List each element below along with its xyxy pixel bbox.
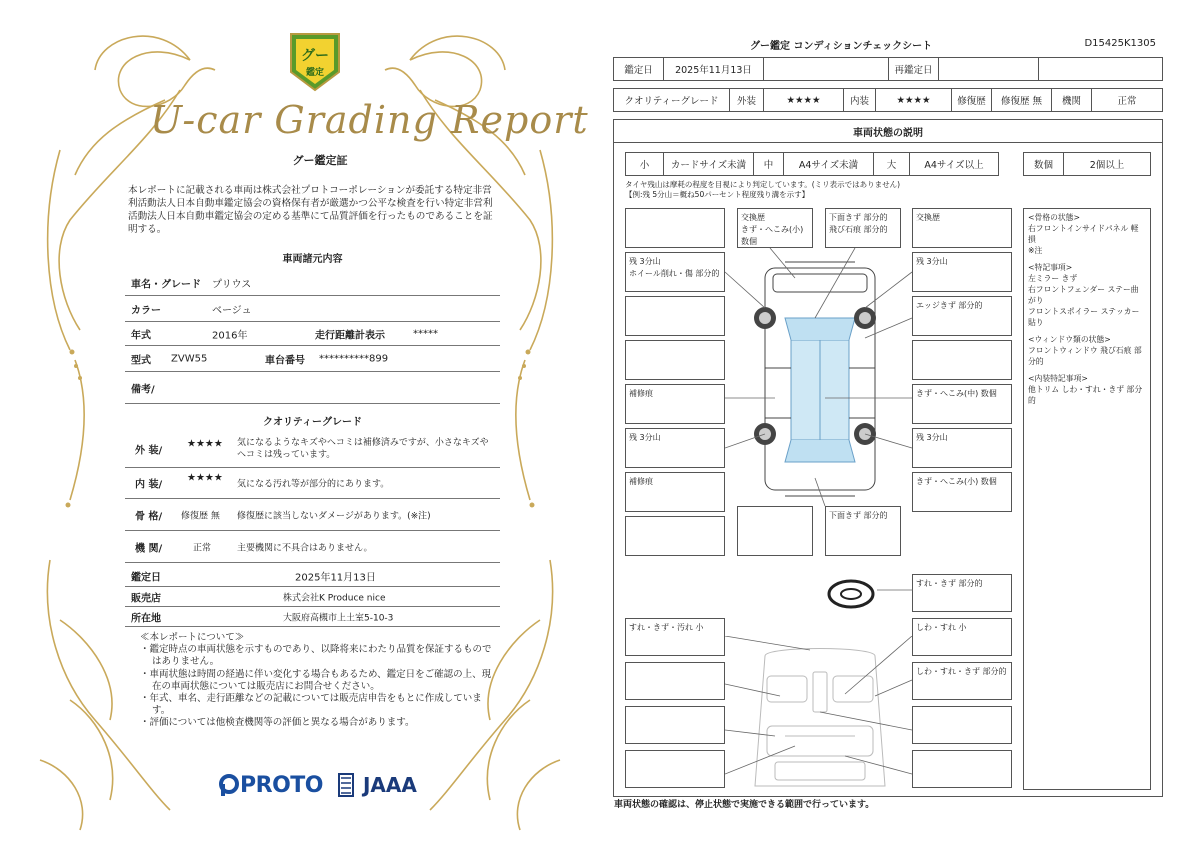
condition-box-empty	[625, 706, 725, 744]
condition-box-empty	[625, 516, 725, 556]
note-line: フロントウィンドウ 飛び石痕 部分的	[1028, 346, 1142, 366]
dealer-value: 株式会社K Produce nice	[283, 593, 386, 603]
model-label: 型式	[131, 355, 151, 366]
address-label: 所在地	[131, 613, 161, 624]
condition-box-right-rear-tire: 残 3分山	[912, 428, 1012, 468]
engine-value: 正常	[193, 543, 212, 553]
condition-box-empty	[625, 750, 725, 788]
car-interior-diagram	[725, 636, 915, 794]
redate-value	[939, 58, 1039, 80]
certificate-title: グー鑑定証	[292, 154, 348, 167]
exterior-label: 外装	[730, 89, 764, 111]
dealer-label: 販売店	[131, 593, 161, 604]
report-notes	[140, 632, 500, 730]
spec-row-color	[125, 296, 500, 322]
condition-box-right-edge: エッジきず 部分的	[912, 296, 1012, 336]
exterior-stars: ★★★★	[764, 89, 844, 111]
interior-label: 内装	[844, 89, 876, 111]
grade-row-engine	[125, 531, 500, 563]
note-line: <ウィンドウ類の状態>	[1028, 335, 1111, 344]
date-label: 鑑定日	[614, 58, 664, 80]
steering-leader-line	[877, 588, 913, 592]
condition-box-top-1	[737, 208, 813, 248]
exterior-stars: ★★★★	[187, 438, 223, 450]
condition-box-left-rear-tire: 残 3分山	[625, 428, 725, 468]
note-line: <骨格の状態>	[1028, 213, 1081, 222]
row-date	[125, 566, 500, 587]
size-mid: 中	[754, 153, 784, 175]
repair-value: 修復歴 無	[992, 89, 1052, 111]
engine-desc: 主要機関に不具合はありません。	[237, 543, 373, 553]
size-large-desc: A4サイズ以上	[924, 160, 984, 171]
certificate-intro: 本レポートに記載される車両は株式会社プロトコーポレーションが委託する特定非営利活動法人日本自動車鑑定協会の資格保有者が厳選かつ公平な検査を行い特定非営利活動法人日本自動車鑑定協会の定める基準にて品質評価を行ったものであることを証明する。	[128, 185, 493, 235]
grade-table	[613, 88, 1163, 112]
note-line: 左ミラー きず	[1028, 274, 1078, 283]
interior-stars: ★★★★	[876, 89, 952, 111]
goo-kantei-logo	[286, 30, 344, 92]
date-table	[613, 57, 1163, 81]
size-legend	[625, 152, 999, 176]
sheet-id: D15425K1305	[1084, 38, 1156, 49]
chassis-value: **********899	[319, 353, 389, 364]
row-dealer	[125, 587, 500, 607]
tire-note-1: タイヤ残山は摩耗の程度を目視により判定しています。(ミリ表示ではありません)	[625, 180, 901, 189]
condition-box-empty	[912, 750, 1012, 788]
box-line: きず・へこみ(小) 数個	[741, 225, 804, 246]
quality-title: クオリティーグレード	[263, 417, 362, 428]
interior-desc: 気になる汚れ等が部分的にあります。	[237, 479, 390, 490]
condition-box-interior-right-1: しわ・すれ 小	[912, 618, 1012, 656]
car-name-value: プリウス	[212, 279, 252, 290]
condition-box-interior-right-2: しわ・すれ・きず 部分的	[912, 662, 1012, 700]
frame-desc: 修復歴に該当しないダメージがあります。(※注)	[237, 511, 431, 521]
note-line: 右フロントフェンダー ステー曲がり	[1028, 285, 1139, 305]
mileage-label: 走行距離計表示	[315, 330, 385, 341]
proto-logo-text: PROTO	[240, 772, 323, 798]
mileage-value: *****	[413, 328, 438, 339]
count-label: 数個	[1024, 153, 1064, 175]
repair-label: 修復歴	[952, 89, 992, 111]
date-value: 2025年11月13日	[295, 572, 376, 584]
condition-box-empty	[625, 662, 725, 700]
spec-row-car-name	[125, 270, 500, 296]
condition-box-right-1: 交換歴	[912, 208, 1012, 248]
tire-notes	[625, 180, 900, 200]
condition-box-empty	[737, 506, 813, 556]
report-script-title: U-car Grading Report	[150, 98, 589, 142]
redate-label: 再鑑定日	[889, 58, 939, 80]
condition-box-right-dent-mid: きず・へこみ(中) 数個	[912, 384, 1012, 424]
exterior-label: 外 装/	[135, 445, 163, 456]
size-small: 小	[626, 153, 664, 175]
condition-box-left-repair: 補修痕	[625, 384, 725, 424]
engine-label: 機 関/	[135, 543, 163, 554]
note-line: フロントスポイラー ステッカー貼り	[1028, 307, 1140, 327]
frame-label: 骨 格/	[135, 511, 163, 522]
interior-label: 内 装/	[135, 479, 163, 491]
condition-box-top-2: 下面きず 部分的 飛び石痕 部分的	[825, 208, 901, 248]
date-label: 鑑定日	[131, 572, 161, 584]
date-value: 2025年11月13日	[664, 58, 764, 80]
bottom-note: 車両状態の確認は、停止状態で実施できる範囲で行っています。	[614, 800, 875, 810]
spec-row-model	[125, 346, 500, 372]
address-value: 大阪府高槻市上土室5-10-3	[283, 613, 394, 623]
size-small-desc: カードサイズ未満	[664, 153, 754, 175]
note-item: ・評価については他検査機関等の評価と異なる場合があります。	[140, 717, 415, 729]
color-value: ベージュ	[212, 305, 252, 316]
model-value: ZVW55	[171, 353, 208, 364]
note-line: <内装特記事項>	[1028, 374, 1088, 383]
chassis-label: 車台番号	[265, 355, 305, 366]
steering-wheel-icon	[826, 578, 876, 610]
interior-stars: ★★★★	[187, 472, 223, 484]
condition-box-empty	[625, 208, 725, 248]
note-item: ・年式、車名、走行距離などの記載については販売店申告をもとに作成しています。	[140, 693, 482, 717]
note-line: 右フロントインサイドパネル 軽損	[1028, 224, 1139, 244]
car-top-view-diagram	[725, 248, 915, 510]
color-label: カラー	[131, 305, 161, 316]
note-line: <特記事項>	[1028, 263, 1073, 272]
count-legend	[1023, 152, 1151, 176]
condition-box-steering: すれ・きず 部分的	[912, 574, 1012, 612]
count-value: 2個以上	[1089, 160, 1125, 171]
condition-box-empty	[625, 296, 725, 336]
condition-box-left-front-tire: 残 3分山 ホイール削れ・傷 部分的	[625, 252, 725, 292]
condition-box-left-rear-repair: 補修痕	[625, 472, 725, 512]
year-value: 2016年	[212, 330, 248, 341]
spec-row-year	[125, 322, 500, 346]
condition-box-bottom-underside: 下面きず 部分的	[825, 506, 901, 556]
condition-notes	[1023, 208, 1151, 790]
sheet-title: グー鑑定 コンディションチェックシート	[750, 41, 933, 52]
note-line: ※注	[1028, 246, 1043, 255]
footer-logos	[218, 770, 417, 800]
year-label: 年式	[131, 330, 151, 341]
spec-row-remarks	[125, 372, 500, 404]
notes-title: ≪本レポートについて≫	[140, 632, 245, 643]
quality-label: クオリティーグレード	[614, 89, 730, 111]
row-address	[125, 607, 500, 627]
condition-box-right-front-tire: 残 3分山	[912, 252, 1012, 292]
grade-row-interior	[125, 468, 500, 499]
note-item: ・車両状態は時間の経過に伴い変化する場合もあるため、鑑定日をご確認の上、現在の車両状態については販売店にお問合せください。	[140, 668, 492, 692]
svg-text:グー: グー	[301, 48, 329, 64]
condition-box-right-dent-small: きず・へこみ(小) 数個	[912, 472, 1012, 512]
grade-row-frame	[125, 499, 500, 531]
condition-title: 車両状態の説明	[613, 119, 1163, 143]
proto-logo-icon	[218, 773, 240, 797]
size-mid-desc: A4サイズ未満	[784, 153, 874, 175]
frame-value: 修復歴 無	[181, 511, 220, 521]
jaaa-logo-icon	[335, 772, 357, 798]
grade-row-exterior	[125, 430, 500, 468]
note-line: 他トリム しわ・すれ・きず 部分的	[1028, 385, 1143, 405]
specs-title: 車両諸元内容	[282, 254, 343, 265]
car-name-label: 車名・グレード	[131, 279, 201, 290]
svg-text:鑑定: 鑑定	[305, 68, 325, 78]
empty-cell	[764, 58, 889, 80]
condition-box-interior-left-1: すれ・きず・汚れ 小	[625, 618, 725, 656]
size-large: 大	[874, 153, 910, 175]
engine-label: 機関	[1052, 89, 1092, 111]
condition-box-empty	[912, 340, 1012, 380]
condition-box-empty	[625, 340, 725, 380]
jaaa-logo-text: JAAA	[362, 773, 417, 797]
engine-value: 正常	[1117, 96, 1137, 107]
condition-box-empty	[912, 706, 1012, 744]
exterior-desc: 気になるようなキズやヘコミは補修済みですが、小さなキズやヘコミは残っています。	[237, 437, 489, 460]
tire-note-2: 【例:残 5分山＝概ね50パーセント程度残り溝を示す】	[625, 190, 810, 199]
remarks-label: 備考/	[131, 384, 155, 395]
empty-cell	[1039, 58, 1162, 80]
box-line: 交換歴	[741, 213, 765, 222]
note-item: ・鑑定時点の車両状態を示すものであり、以降将来にわたり品質を保証するものではありません。	[140, 644, 492, 668]
